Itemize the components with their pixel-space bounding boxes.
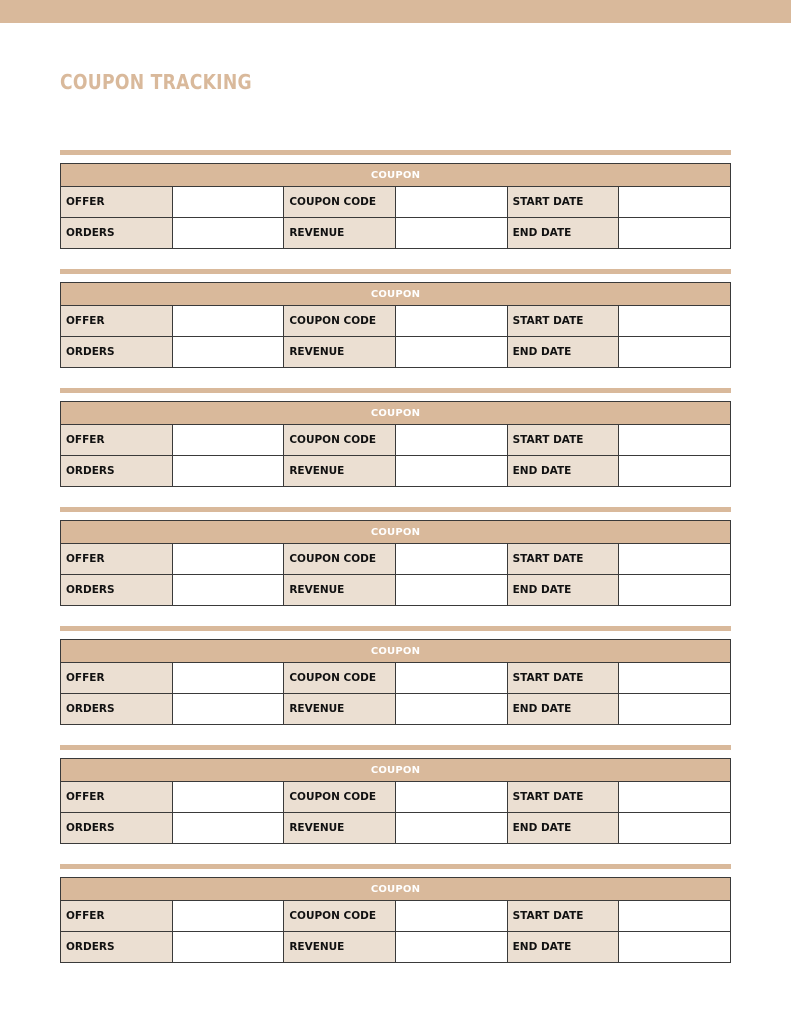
start-date-label: START DATE	[507, 782, 619, 813]
orders-label: ORDERS	[61, 813, 173, 844]
coupon-header: COUPON	[61, 521, 731, 544]
revenue-label: REVENUE	[284, 337, 396, 368]
orders-field[interactable]	[172, 932, 284, 963]
section-divider	[60, 388, 731, 393]
offer-label: OFFER	[61, 306, 173, 337]
orders-label: ORDERS	[61, 932, 173, 963]
start-date-field[interactable]	[619, 544, 731, 575]
coupon-block	[60, 626, 731, 725]
offer-label: OFFER	[61, 901, 173, 932]
orders-label: ORDERS	[61, 694, 173, 725]
start-date-field[interactable]	[619, 425, 731, 456]
orders-field[interactable]	[172, 456, 284, 487]
start-date-field[interactable]	[619, 663, 731, 694]
end-date-label: END DATE	[507, 932, 619, 963]
coupon-header-row	[61, 283, 731, 306]
orders-label: ORDERS	[61, 456, 173, 487]
coupon-code-field[interactable]	[395, 187, 507, 218]
revenue-field[interactable]	[395, 337, 507, 368]
orders-field[interactable]	[172, 813, 284, 844]
offer-field[interactable]	[172, 782, 284, 813]
coupon-block	[60, 507, 731, 606]
coupon-table	[60, 282, 731, 368]
coupon-row-2	[61, 813, 731, 844]
coupon-table	[60, 520, 731, 606]
coupon-header-row	[61, 402, 731, 425]
coupon-code-label: COUPON CODE	[284, 544, 396, 575]
coupon-header: COUPON	[61, 878, 731, 901]
coupon-row-2	[61, 932, 731, 963]
coupon-header: COUPON	[61, 283, 731, 306]
start-date-label: START DATE	[507, 187, 619, 218]
section-divider	[60, 507, 731, 512]
section-divider	[60, 269, 731, 274]
coupon-header: COUPON	[61, 402, 731, 425]
start-date-field[interactable]	[619, 306, 731, 337]
coupon-header-row	[61, 521, 731, 544]
orders-label: ORDERS	[61, 575, 173, 606]
coupon-block	[60, 745, 731, 844]
coupon-row-2	[61, 575, 731, 606]
coupon-block	[60, 150, 731, 249]
end-date-label: END DATE	[507, 813, 619, 844]
orders-label: ORDERS	[61, 218, 173, 249]
coupon-header: COUPON	[61, 640, 731, 663]
coupon-row-1	[61, 901, 731, 932]
revenue-field[interactable]	[395, 456, 507, 487]
coupon-row-1	[61, 663, 731, 694]
orders-field[interactable]	[172, 575, 284, 606]
revenue-label: REVENUE	[284, 456, 396, 487]
page-title: COUPON TRACKING	[60, 70, 252, 94]
end-date-label: END DATE	[507, 456, 619, 487]
coupon-header-row	[61, 640, 731, 663]
revenue-field[interactable]	[395, 218, 507, 249]
end-date-label: END DATE	[507, 575, 619, 606]
start-date-label: START DATE	[507, 901, 619, 932]
revenue-field[interactable]	[395, 694, 507, 725]
start-date-label: START DATE	[507, 425, 619, 456]
coupon-table	[60, 163, 731, 249]
offer-field[interactable]	[172, 425, 284, 456]
end-date-field[interactable]	[619, 218, 731, 249]
start-date-field[interactable]	[619, 187, 731, 218]
coupon-header-row	[61, 164, 731, 187]
offer-field[interactable]	[172, 306, 284, 337]
revenue-field[interactable]	[395, 813, 507, 844]
offer-label: OFFER	[61, 782, 173, 813]
revenue-label: REVENUE	[284, 218, 396, 249]
end-date-field[interactable]	[619, 456, 731, 487]
coupon-row-1	[61, 544, 731, 575]
end-date-field[interactable]	[619, 337, 731, 368]
coupon-row-2	[61, 337, 731, 368]
revenue-label: REVENUE	[284, 694, 396, 725]
coupon-row-2	[61, 694, 731, 725]
offer-label: OFFER	[61, 663, 173, 694]
offer-label: OFFER	[61, 544, 173, 575]
coupon-code-label: COUPON CODE	[284, 901, 396, 932]
coupon-row-1	[61, 782, 731, 813]
coupon-header: COUPON	[61, 759, 731, 782]
start-date-field[interactable]	[619, 782, 731, 813]
coupon-header: COUPON	[61, 164, 731, 187]
coupon-row-1	[61, 425, 731, 456]
coupon-code-label: COUPON CODE	[284, 425, 396, 456]
revenue-label: REVENUE	[284, 813, 396, 844]
coupon-table	[60, 401, 731, 487]
revenue-field[interactable]	[395, 932, 507, 963]
coupon-code-label: COUPON CODE	[284, 663, 396, 694]
coupon-header-row	[61, 759, 731, 782]
orders-field[interactable]	[172, 218, 284, 249]
offer-field[interactable]	[172, 901, 284, 932]
coupon-table	[60, 877, 731, 963]
offer-field[interactable]	[172, 663, 284, 694]
coupon-header-row	[61, 878, 731, 901]
end-date-label: END DATE	[507, 218, 619, 249]
end-date-field[interactable]	[619, 932, 731, 963]
coupon-code-label: COUPON CODE	[284, 782, 396, 813]
coupon-code-label: COUPON CODE	[284, 187, 396, 218]
coupon-table	[60, 639, 731, 725]
revenue-field[interactable]	[395, 575, 507, 606]
coupon-code-field[interactable]	[395, 306, 507, 337]
section-divider	[60, 150, 731, 155]
coupon-block	[60, 269, 731, 368]
start-date-field[interactable]	[619, 901, 731, 932]
end-date-field[interactable]	[619, 694, 731, 725]
offer-label: OFFER	[61, 425, 173, 456]
coupon-code-field[interactable]	[395, 544, 507, 575]
start-date-label: START DATE	[507, 663, 619, 694]
orders-label: ORDERS	[61, 337, 173, 368]
coupon-code-field[interactable]	[395, 901, 507, 932]
coupon-code-label: COUPON CODE	[284, 306, 396, 337]
orders-field[interactable]	[172, 694, 284, 725]
coupon-row-1	[61, 306, 731, 337]
start-date-label: START DATE	[507, 306, 619, 337]
coupon-code-field[interactable]	[395, 425, 507, 456]
coupon-row-2	[61, 456, 731, 487]
orders-field[interactable]	[172, 337, 284, 368]
section-divider	[60, 626, 731, 631]
coupon-block	[60, 388, 731, 487]
coupon-code-field[interactable]	[395, 782, 507, 813]
end-date-label: END DATE	[507, 337, 619, 368]
coupon-block	[60, 864, 731, 963]
coupon-row-2	[61, 218, 731, 249]
start-date-label: START DATE	[507, 544, 619, 575]
section-divider	[60, 745, 731, 750]
revenue-label: REVENUE	[284, 932, 396, 963]
coupon-table	[60, 758, 731, 844]
offer-field[interactable]	[172, 187, 284, 218]
offer-field[interactable]	[172, 544, 284, 575]
end-date-field[interactable]	[619, 813, 731, 844]
coupon-code-field[interactable]	[395, 663, 507, 694]
revenue-label: REVENUE	[284, 575, 396, 606]
offer-label: OFFER	[61, 187, 173, 218]
coupon-row-1	[61, 187, 731, 218]
end-date-label: END DATE	[507, 694, 619, 725]
top-color-band	[0, 0, 791, 23]
section-divider	[60, 864, 731, 869]
end-date-field[interactable]	[619, 575, 731, 606]
